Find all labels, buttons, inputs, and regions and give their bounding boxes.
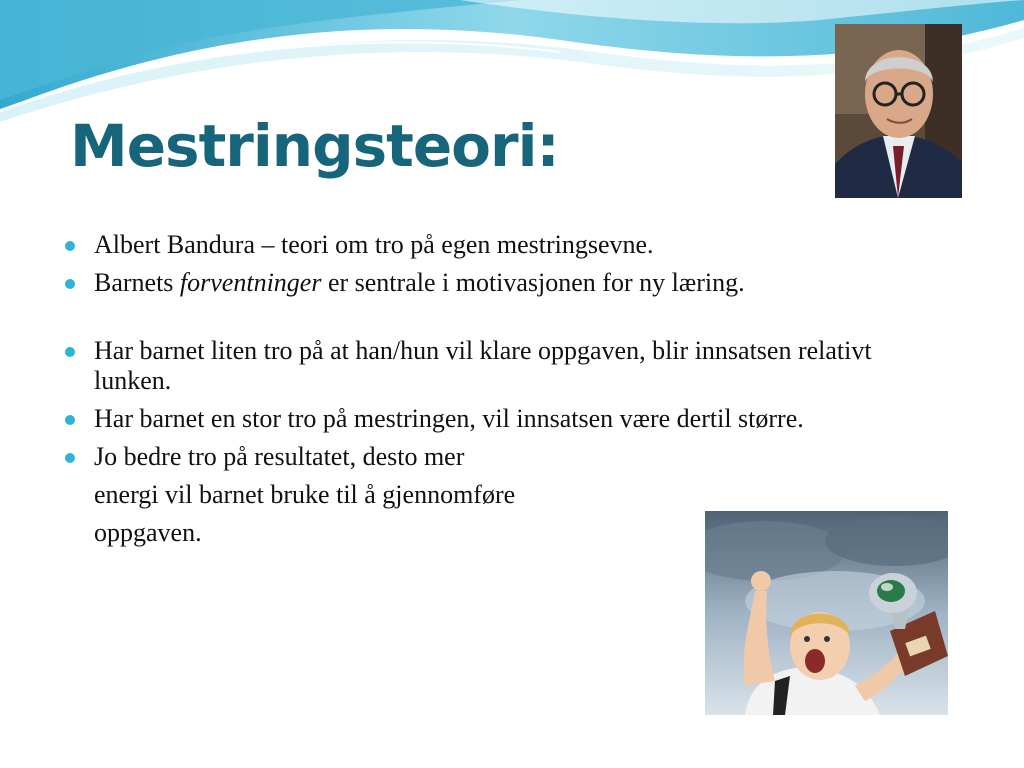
bullet-marker — [65, 279, 75, 289]
bullet-marker — [65, 415, 75, 425]
bullet-list — [63, 230, 943, 556]
bullet-item — [63, 442, 943, 472]
continuation-line: energi vil barnet bruke til å gjennomføre — [94, 480, 516, 509]
bullet-item — [63, 336, 943, 396]
bullet-item — [63, 268, 943, 298]
continuation-line: oppgaven. — [94, 518, 202, 547]
bullet-marker — [65, 453, 75, 463]
slide-title: Mestringsteori: — [70, 112, 559, 180]
bullet-marker — [65, 241, 75, 251]
bullet-text: Albert Bandura – teori om tro på egen mestringsevne. — [94, 230, 654, 259]
bullet-text-emphasis: forventninger — [179, 268, 322, 297]
bullet-text-after: er sentrale i motivasjonen for ny læring. — [321, 268, 745, 297]
child-with-trophy-photo — [705, 511, 948, 715]
bullet-marker — [65, 347, 75, 357]
bullet-item — [63, 404, 943, 434]
bullet-text-before: Barnets — [94, 268, 180, 297]
bullet-text: Jo bedre tro på resultatet, desto mer — [94, 442, 465, 471]
albert-bandura-portrait — [835, 24, 962, 198]
bullet-text: Har barnet liten tro på at han/hun vil klare oppgaven, blir innsatsen relativt lunken. — [94, 336, 872, 395]
bullet-item — [63, 230, 943, 260]
bullet-text: Har barnet en stor tro på mestringen, vil innsatsen være dertil større. — [94, 404, 804, 433]
